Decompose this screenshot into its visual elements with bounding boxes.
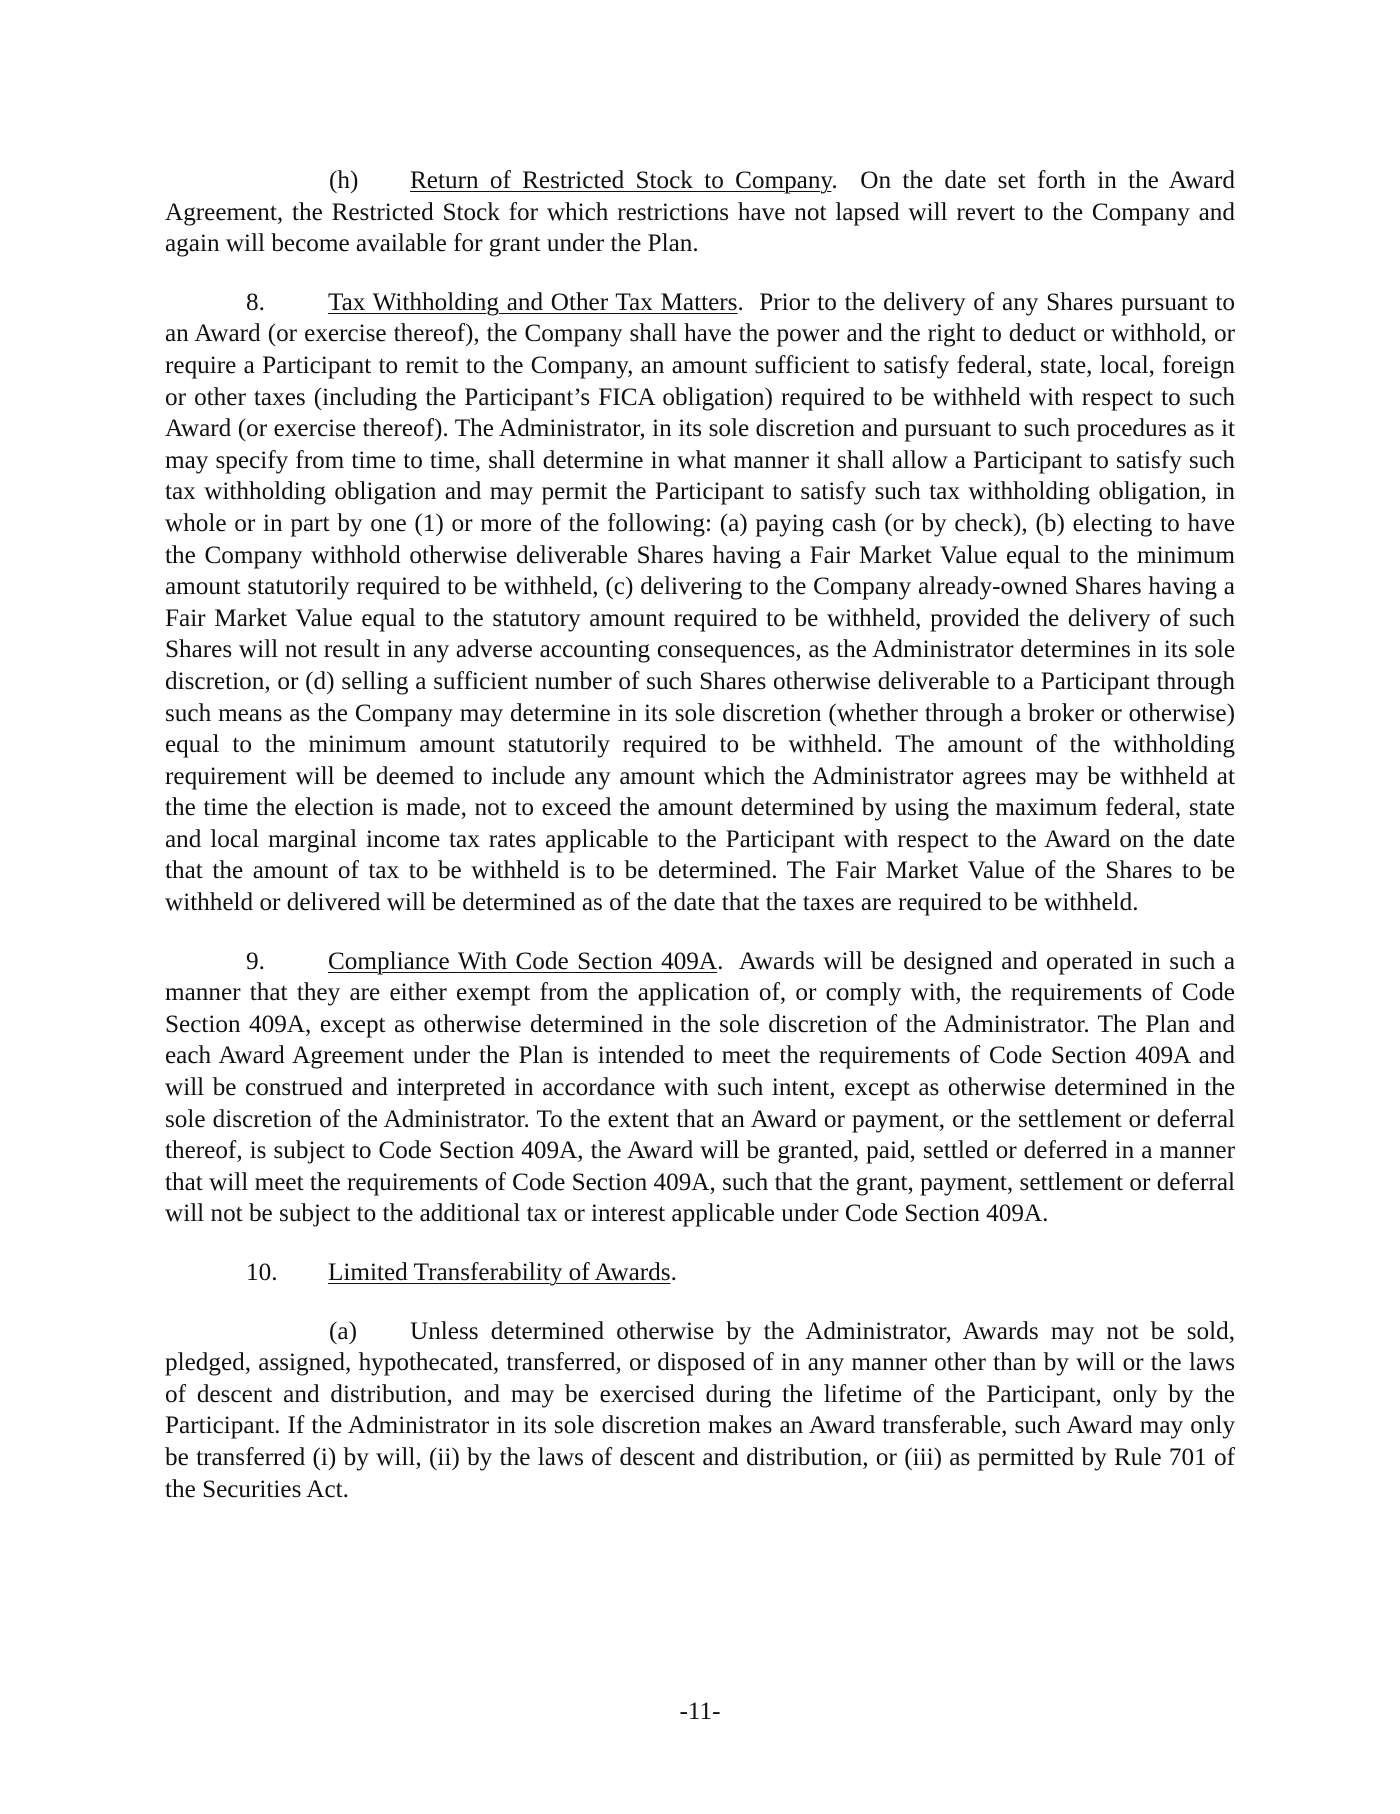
section-10a-number: (a) [329,1317,357,1345]
section-8-heading-suffix: . [737,288,744,316]
section-h-heading-suffix: . [831,167,838,194]
page-number: -11- [679,1698,721,1725]
section-10-heading: Limited Transferability of Awards [328,1259,671,1286]
section-8-heading: Tax Withholding and Other Tax Matters [328,288,738,316]
section-9-heading-suffix: . [717,947,724,975]
section-10-number: 10. [246,1259,278,1286]
document-page [165,165,1235,1532]
section-8 [165,287,1235,919]
section-8-body: Prior to the delivery of any Shares pursuant to an Award (or exercise thereof), the Company shall have the power and the right to deduct or withhold, or require a Participant to remit to the Company, an amount sufficient to satisfy federal, state, local, foreign or other taxes (including the Participant’s FICA obligation) required to be withheld with respect to such Award (or exercise thereof). The Administrator, in its sole discretion and pursuant to such procedures as it may specify from time to time, shall determine in what manner it shall allow a Participant to satisfy such tax withholding obligation and may permit the Participant to satisfy such tax withholding obligation, in whole or in part by one (1) or more of the following: (a) paying cash (or by check), (b) electing to have the Company withhold otherwise deliverable Shares having a Fair Market Value equal to the minimum amount statutorily required to be withheld, (c) delivering to the Company already-owned Shares having a Fair Market Value equal to the statutory amount required to be withheld, provided the delivery of such Shares will not result in any adverse accounting consequences, as the Administrator determines in its sole discretion, or (d) selling a sufficient number of such Shares otherwise deliverable to a Participant through such means as the Company may determine in its sole discretion (whether through a broker or otherwise) equal to the minimum amount statutorily required to be withheld. The amount of the withholding requirement will be deemed to include any amount which the Administrator agrees may be withheld at the time the election is made, not to exceed the amount determined by using the maximum federal, state and local marginal income tax rates applicable to the Participant with respect to the Award on the date that the amount of tax to be withheld is to be determined. The Fair Market Value of the Shares to be withheld or delivered will be determined as of the date that the taxes are required to be withheld. [165,288,1236,917]
section-10a-body: Unless determined otherwise by the Administrator, Awards may not be sold, pledged, assigned, hypothecated, transferred, or disposed of in any manner other than by will or the laws of descent and distribution, and may be exercised during the lifetime of the Participant, only by the Participant. If the Administrator in its sole discretion makes an Award transferable, such Award may only be transferred (i) by will, (ii) by the laws of descent and distribution, or (iii) as permitted by Rule 701 of the Securities Act. [165,1317,1235,1503]
section-9-number: 9. [246,947,265,975]
section-h [165,165,1235,260]
section-9 [165,946,1235,1230]
section-8-number: 8. [246,288,265,316]
section-9-heading: Compliance With Code Section 409A [328,947,718,975]
section-9-body: Awards will be designed and operated in such a manner that they are either exempt from the application of, or comply with, the requirements of Code Section 409A, except as otherwise determined in the sole discretion of the Administrator. The Plan and each Award Agreement under the Plan is intended to meet the requirements of Code Section 409A and will be construed and interpreted in accordance with such intent, except as otherwise determined in the sole discretion of the Administrator. To the extent that an Award or payment, or the settlement or deferral thereof, is subject to Code Section 409A, the Award will be granted, paid, settled or deferred in a manner that will meet the requirements of Code Section 409A, such that the grant, payment, settlement or deferral will not be subject to the additional tax or interest applicable under Code Section 409A. [165,947,1236,1228]
section-10-heading-suffix: . [670,1259,677,1286]
section-h-number: (h) [329,167,359,194]
section-10a [165,1316,1235,1506]
section-h-body: On the date set forth in the Award Agreement, the Restricted Stock for which restrictions have not lapsed will revert to the Company and again will become available for grant under the Plan. [165,167,1235,258]
section-h-heading: Return of Restricted Stock to Company [410,167,832,194]
section-10 [165,1257,1235,1289]
